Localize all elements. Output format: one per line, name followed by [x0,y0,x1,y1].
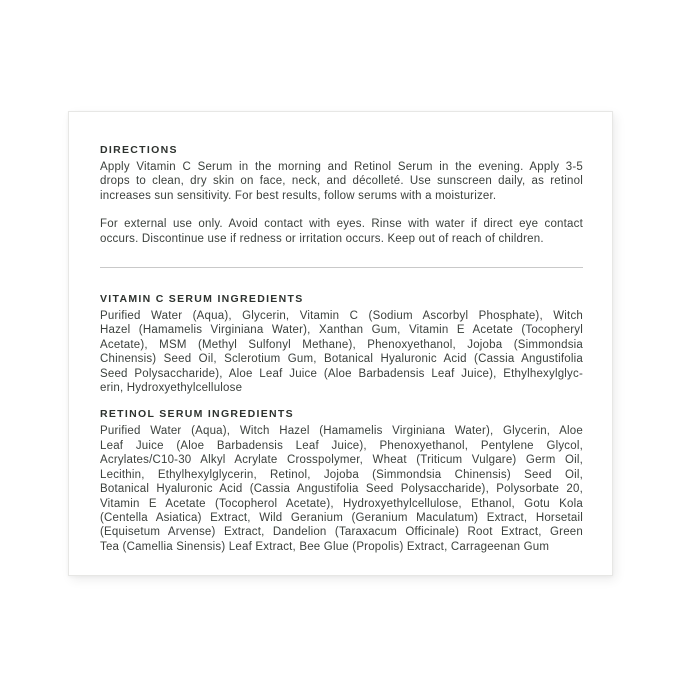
retinol-ingredients-heading: RETINOL SERUM INGREDIENTS [100,408,294,421]
text-line: Seed Polysaccharide), Aloe Leaf Juice (Aloe Barbadensis Leaf Juice), Ethylhexylglyc- [100,367,583,380]
text-line: Vitamin E Acetate (Tocopherol Acetate), Hydroxyethylcellulose, Ethanol, Gotu Kola [100,497,583,510]
text-line: Acetate), MSM (Methyl Sulfonyl Methane), Phenoxyethanol, Jojoba (Simmondsia [100,338,583,351]
label-card [68,111,613,576]
text-line: (Centella Asiatica) Extract, Wild Geranium (Geranium Maculatum) Extract, Horsetail [100,511,583,524]
directions-warning-paragraph [100,217,583,246]
text-line: erin, Hydroxyethylcellulose [100,382,243,395]
text-line: Apply Vitamin C Serum in the morning and Retinol Serum in the evening. Apply 3-5 [100,161,583,173]
text-line: occurs. Discontinue use if redness or irritation occurs. Keep out of reach of children. [100,232,544,245]
text-line: Chinensis) Seed Oil, Sclerotium Gum, Botanical Hyaluronic Acid (Cassia Angustifolia [100,353,583,366]
text-line: (Equisetum Arvense) Extract, Dandelion (Taraxacum Officinale) Root Extract, Green [100,526,583,539]
directions-section [100,145,583,246]
text-line: Leaf Juice (Aloe Barbadensis Leaf Juice), Phenoxyethanol, Pentylene Glycol, [100,439,583,452]
text-line: Tea (Camellia Sinensis) Leaf Extract, Bee Glue (Propolis) Extract, Carrageenan Gum [100,540,550,553]
vitamin-c-ingredients-paragraph [100,309,583,395]
text-line: Lecithin, Ethylhexylglycerin, Retinol, Jojoba (Simmondsia Chinensis) Seed Oil, [100,468,583,481]
text-line: Acrylates/C10-30 Alkyl Acrylate Crosspolymer, Wheat (Triticum Vulgare) Germ Oil, [100,454,583,467]
vitamin-c-ingredients-heading: VITAMIN C SERUM INGREDIENTS [100,293,304,306]
vitamin-c-ingredients-section [100,294,583,395]
section-divider [100,267,583,268]
retinol-ingredients-section [100,409,583,554]
text-line: increases sun sensitivity. For best results, follow serums with a moisturizer. [100,189,497,202]
text-line: Hazel (Hamamelis Virginiana Water), Xanthan Gum, Vitamin E Acetate (Tocopheryl [100,324,583,337]
retinol-ingredients-paragraph [100,424,583,554]
text-line: drops to clean, dry skin on face, neck, and décolleté. Use sunscreen daily, as retinol [100,175,583,188]
directions-heading: DIRECTIONS [100,144,178,156]
text-line: For external use only. Avoid contact with eyes. Rinse with water if direct eye contact [100,218,583,231]
text-line: Botanical Hyaluronic Acid (Cassia Angustifolia Seed Polysaccharide), Polysorbate 20, [100,483,583,496]
text-line: Purified Water (Aqua), Glycerin, Vitamin C (Sodium Ascorbyl Phosphate), Witch [100,310,583,323]
text-line: Purified Water (Aqua), Witch Hazel (Hamamelis Virginiana Water), Glycerin, Aloe [100,425,583,438]
directions-usage-paragraph [100,160,583,203]
